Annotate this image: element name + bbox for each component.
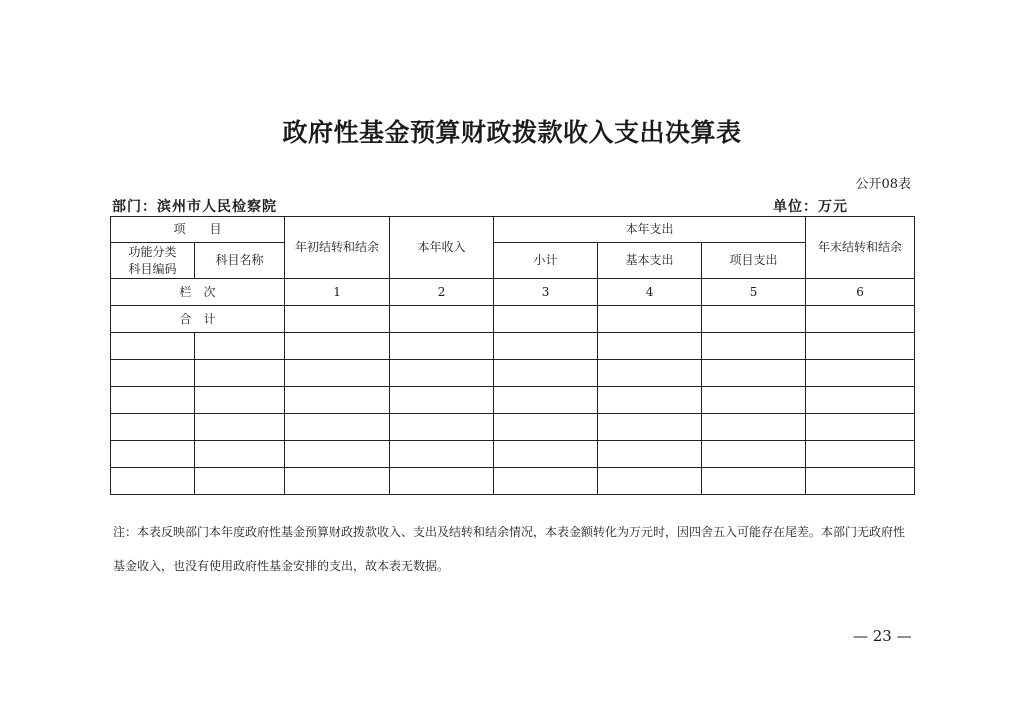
table-cell (494, 333, 598, 360)
table-cell (598, 360, 702, 387)
column-number: 1 (285, 279, 390, 306)
table-cell (390, 387, 494, 414)
table-cell (806, 387, 915, 414)
table-cell (285, 333, 390, 360)
table-cell (111, 360, 195, 387)
total-row (111, 306, 915, 333)
form-code: 公开08表 (855, 177, 911, 192)
total-label: 合 计 (111, 306, 285, 333)
func-code-header: 功能分类 科目编码 (111, 243, 195, 279)
table-cell (702, 333, 806, 360)
table-row (111, 387, 915, 414)
header-row-1 (111, 217, 915, 243)
table-cell (806, 414, 915, 441)
table-cell (111, 441, 195, 468)
table-cell (285, 414, 390, 441)
table-row (111, 414, 915, 441)
table-cell (195, 414, 285, 441)
ending-balance-header: 年末结转和结余 (806, 217, 915, 279)
table-cell (390, 360, 494, 387)
table-cell (598, 414, 702, 441)
page-title: 政府性基金预算财政拨款收入支出决算表 (282, 118, 742, 147)
total-cell (285, 306, 390, 333)
column-number-label: 栏 次 (111, 279, 285, 306)
table-cell (598, 333, 702, 360)
table-cell (195, 468, 285, 495)
subject-name-header: 科目名称 (195, 243, 285, 279)
table-row (111, 360, 915, 387)
footnote: 注：本表反映部门本年度政府性基金预算财政拨款收入、支出及结转和结余情况，本表金额转化为万元时，因四舍五入可能存在尾差。本部门无政府性基金收入，也没有使用政府性基金安排的支出，故本表无数据。 (113, 525, 906, 573)
table-cell (598, 441, 702, 468)
item-header: 项 目 (111, 217, 285, 243)
column-number: 4 (598, 279, 702, 306)
beginning-balance-header: 年初结转和结余 (285, 217, 390, 279)
current-expense-header: 本年支出 (494, 217, 806, 243)
table-cell (702, 360, 806, 387)
project-expense-header: 项目支出 (702, 243, 806, 279)
page-number: — 23 — (853, 627, 912, 645)
table-cell (702, 387, 806, 414)
header-row-2 (111, 243, 915, 279)
total-cell (494, 306, 598, 333)
table-cell (195, 360, 285, 387)
table-cell (702, 468, 806, 495)
table-row (111, 468, 915, 495)
total-cell (702, 306, 806, 333)
table-cell (390, 414, 494, 441)
table-row (111, 441, 915, 468)
table-cell (806, 360, 915, 387)
table-cell (195, 387, 285, 414)
table-cell (390, 468, 494, 495)
column-number: 2 (390, 279, 494, 306)
table-cell (285, 387, 390, 414)
table-cell (598, 468, 702, 495)
table-cell (494, 468, 598, 495)
table-cell (111, 468, 195, 495)
total-cell (598, 306, 702, 333)
department-label: 部门：滨州市人民检察院 (112, 199, 277, 215)
table-cell (285, 468, 390, 495)
table-cell (806, 333, 915, 360)
budget-table (110, 216, 915, 495)
column-number: 6 (806, 279, 915, 306)
total-cell (806, 306, 915, 333)
column-number: 5 (702, 279, 806, 306)
table-cell (111, 387, 195, 414)
table-cell (806, 441, 915, 468)
table-row (111, 333, 915, 360)
table-cell (285, 441, 390, 468)
table-cell (702, 414, 806, 441)
table-cell (111, 414, 195, 441)
table-cell (390, 333, 494, 360)
table-cell (806, 468, 915, 495)
basic-expense-header: 基本支出 (598, 243, 702, 279)
subtotal-header: 小计 (494, 243, 598, 279)
total-cell (390, 306, 494, 333)
table-cell (494, 414, 598, 441)
current-income-header: 本年收入 (390, 217, 494, 279)
table-cell (285, 360, 390, 387)
table-cell (195, 441, 285, 468)
table-cell (702, 441, 806, 468)
column-number: 3 (494, 279, 598, 306)
table-cell (390, 441, 494, 468)
column-number-row (111, 279, 915, 306)
unit-label: 单位：万元 (773, 199, 848, 215)
table-cell (494, 360, 598, 387)
table-cell (111, 333, 195, 360)
table-cell (494, 387, 598, 414)
table-cell (598, 387, 702, 414)
table-cell (195, 333, 285, 360)
table-cell (494, 441, 598, 468)
